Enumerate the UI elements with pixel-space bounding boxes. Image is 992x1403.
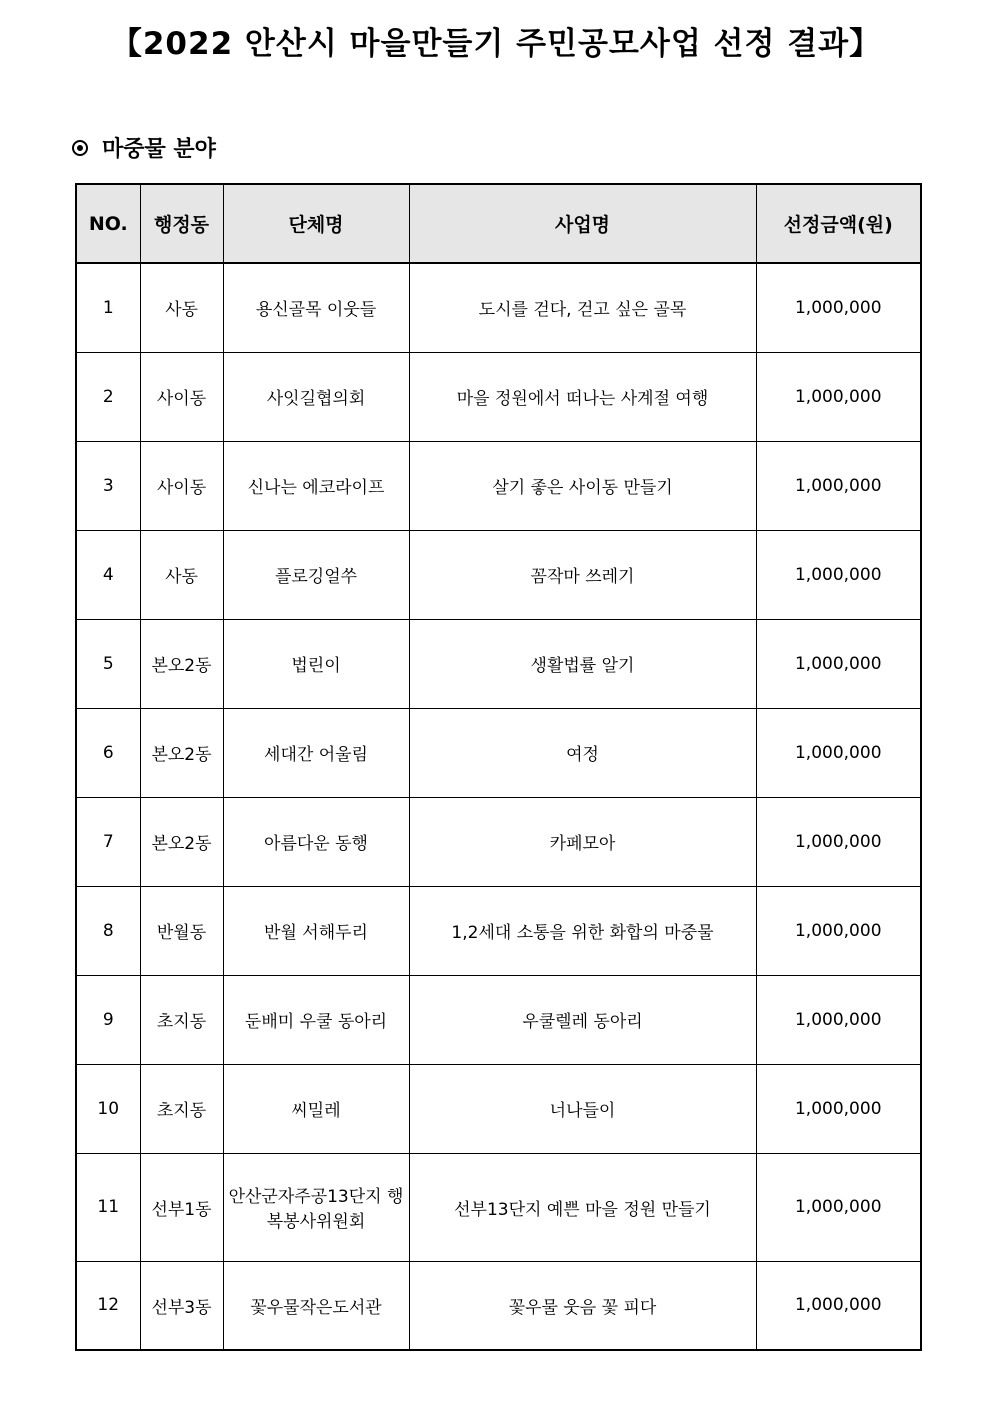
cell-amount: 1,000,000 [756,886,921,975]
cell-dong: 사이동 [140,352,223,441]
cell-dong: 반월동 [140,886,223,975]
cell-dong: 사동 [140,263,223,352]
header-amount: 선정금액(원) [756,184,921,263]
cell-group: 꽃우물작은도서관 [223,1261,409,1350]
cell-group: 사잇길협의회 [223,352,409,441]
cell-group: 안산군자주공13단지 행복봉사위원회 [223,1153,409,1261]
section-label: 마중물 분야 [102,137,216,162]
results-table [75,183,922,1351]
cell-group: 신나는 에코라이프 [223,441,409,530]
cell-project: 카페모아 [409,797,756,886]
table-row [76,441,921,530]
table-row [76,975,921,1064]
cell-group: 반월 서해두리 [223,886,409,975]
cell-amount: 1,000,000 [756,530,921,619]
section-heading [72,132,216,163]
header-dong: 행정동 [140,184,223,263]
cell-amount: 1,000,000 [756,441,921,530]
cell-dong: 선부3동 [140,1261,223,1350]
cell-no: 11 [76,1153,140,1261]
cell-group: 법린이 [223,619,409,708]
table-row [76,530,921,619]
header-no: NO. [76,184,140,263]
cell-amount: 1,000,000 [756,797,921,886]
cell-project: 살기 좋은 사이동 만들기 [409,441,756,530]
cell-no: 10 [76,1064,140,1153]
table-header-row [76,184,921,263]
cell-amount: 1,000,000 [756,1064,921,1153]
cell-amount: 1,000,000 [756,708,921,797]
cell-group: 세대간 어울림 [223,708,409,797]
table-row [76,1261,921,1350]
cell-no: 5 [76,619,140,708]
cell-dong: 초지동 [140,975,223,1064]
radio-bullet-icon [72,140,88,156]
cell-project: 생활법률 알기 [409,619,756,708]
cell-no: 9 [76,975,140,1064]
cell-project: 1,2세대 소통을 위한 화합의 마중물 [409,886,756,975]
cell-dong: 본오2동 [140,619,223,708]
cell-project: 꼼작마 쓰레기 [409,530,756,619]
cell-dong: 사이동 [140,441,223,530]
cell-group: 플로깅얼쑤 [223,530,409,619]
cell-no: 4 [76,530,140,619]
cell-project: 선부13단지 예쁜 마을 정원 만들기 [409,1153,756,1261]
page-title: 【2022 안산시 마을만들기 주민공모사업 선정 결과】 [110,26,882,62]
cell-group: 아름다운 동행 [223,797,409,886]
table-row [76,619,921,708]
cell-project: 여정 [409,708,756,797]
cell-group: 둔배미 우쿨 동아리 [223,975,409,1064]
table-row [76,886,921,975]
cell-amount: 1,000,000 [756,619,921,708]
table-row [76,1064,921,1153]
cell-dong: 선부1동 [140,1153,223,1261]
table-row [76,797,921,886]
table-row [76,708,921,797]
header-group: 단체명 [223,184,409,263]
cell-no: 8 [76,886,140,975]
cell-no: 7 [76,797,140,886]
table-row [76,1153,921,1261]
cell-no: 2 [76,352,140,441]
cell-dong: 초지동 [140,1064,223,1153]
cell-no: 6 [76,708,140,797]
table-row [76,263,921,352]
cell-dong: 본오2동 [140,708,223,797]
table-row [76,352,921,441]
cell-group: 용신골목 이웃들 [223,263,409,352]
cell-amount: 1,000,000 [756,975,921,1064]
cell-project: 우쿨렐레 동아리 [409,975,756,1064]
cell-amount: 1,000,000 [756,1153,921,1261]
cell-amount: 1,000,000 [756,352,921,441]
cell-dong: 본오2동 [140,797,223,886]
cell-project: 너나들이 [409,1064,756,1153]
cell-project: 도시를 걷다, 걷고 싶은 골목 [409,263,756,352]
cell-project: 마을 정원에서 떠나는 사계절 여행 [409,352,756,441]
cell-project: 꽃우물 웃음 꽃 피다 [409,1261,756,1350]
cell-amount: 1,000,000 [756,1261,921,1350]
header-project: 사업명 [409,184,756,263]
cell-group: 씨밀레 [223,1064,409,1153]
cell-no: 12 [76,1261,140,1350]
cell-dong: 사동 [140,530,223,619]
cell-amount: 1,000,000 [756,263,921,352]
cell-no: 1 [76,263,140,352]
cell-no: 3 [76,441,140,530]
